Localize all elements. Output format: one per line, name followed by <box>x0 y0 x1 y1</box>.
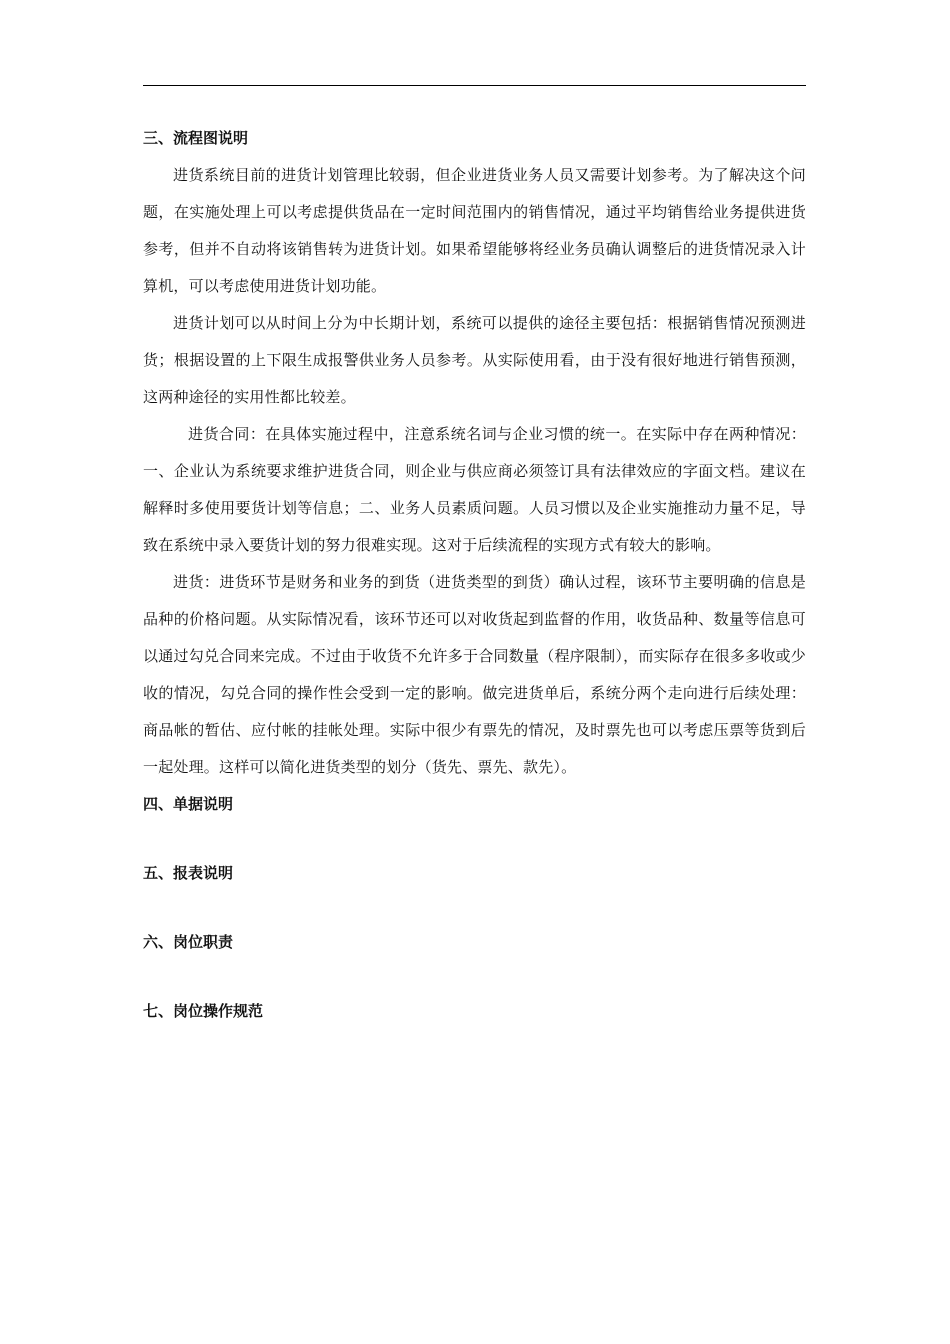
paragraph-purchase-plan-types: 进货计划可以从时间上分为中长期计划，系统可以提供的途径主要包括：根据销售情况预测进货；根据设置的上下限生成报警供业务人员参考。从实际使用看，由于没有很好地进行销售预测，这两种途径的实用性都比较差。 <box>143 314 806 406</box>
section-heading-operating-rules: 七、岗位操作规范 <box>143 1002 264 1020</box>
document-body <box>143 120 806 1030</box>
paragraph-purchase-plan-overview: 进货系统目前的进货计划管理比较弱，但企业进货业务人员又需要计划参考。为了解决这个问题，在实施处理上可以考虑提供货品在一定时间范围内的销售情况，通过平均销售给业务提供进货参考，但并不自动将该销售转为进货计划。如果希望能够将经业务员确认调整后的进货情况录入计算机，可以考虑使用进货计划功能。 <box>143 166 806 295</box>
paragraph-purchase-receipt: 进货：进货环节是财务和业务的到货（进货类型的到货）确认过程，该环节主要明确的信息是品种的价格问题。从实际情况看，该环节还可以对收货起到监督的作用，收货品种、数量等信息可以通过勾兑合同来完成。不过由于收货不允许多于合同数量（程序限制），而实际存在很多多收或少收的情况，勾兑合同的操作性会受到一定的影响。做完进货单后，系统分两个走向进行后续处理：商品帐的暂估、应付帐的挂帐处理。实际中很少有票先的情况，及时票先也可以考虑压票等货到后一起处理。这样可以简化进货类型的划分（货先、票先、款先）。 <box>143 573 806 776</box>
header-rule <box>143 85 806 86</box>
paragraph-purchase-contract: 进货合同：在具体实施过程中，注意系统名词与企业习惯的统一。在实际中存在两种情况：一、企业认为系统要求维护进货合同，则企业与供应商必须签订具有法律效应的字面文档。建议在解释时多使用要货计划等信息；二、业务人员素质问题。人员习惯以及企业实施推动力量不足，导致在系统中录入要货计划的努力很难实现。这对于后续流程的实现方式有较大的影响。 <box>143 425 806 554</box>
section-heading-responsibilities: 六、岗位职责 <box>143 933 234 951</box>
section-heading-flowchart: 三、流程图说明 <box>143 129 249 147</box>
section-heading-reports: 五、报表说明 <box>143 864 234 882</box>
section-heading-documents: 四、单据说明 <box>143 795 234 813</box>
